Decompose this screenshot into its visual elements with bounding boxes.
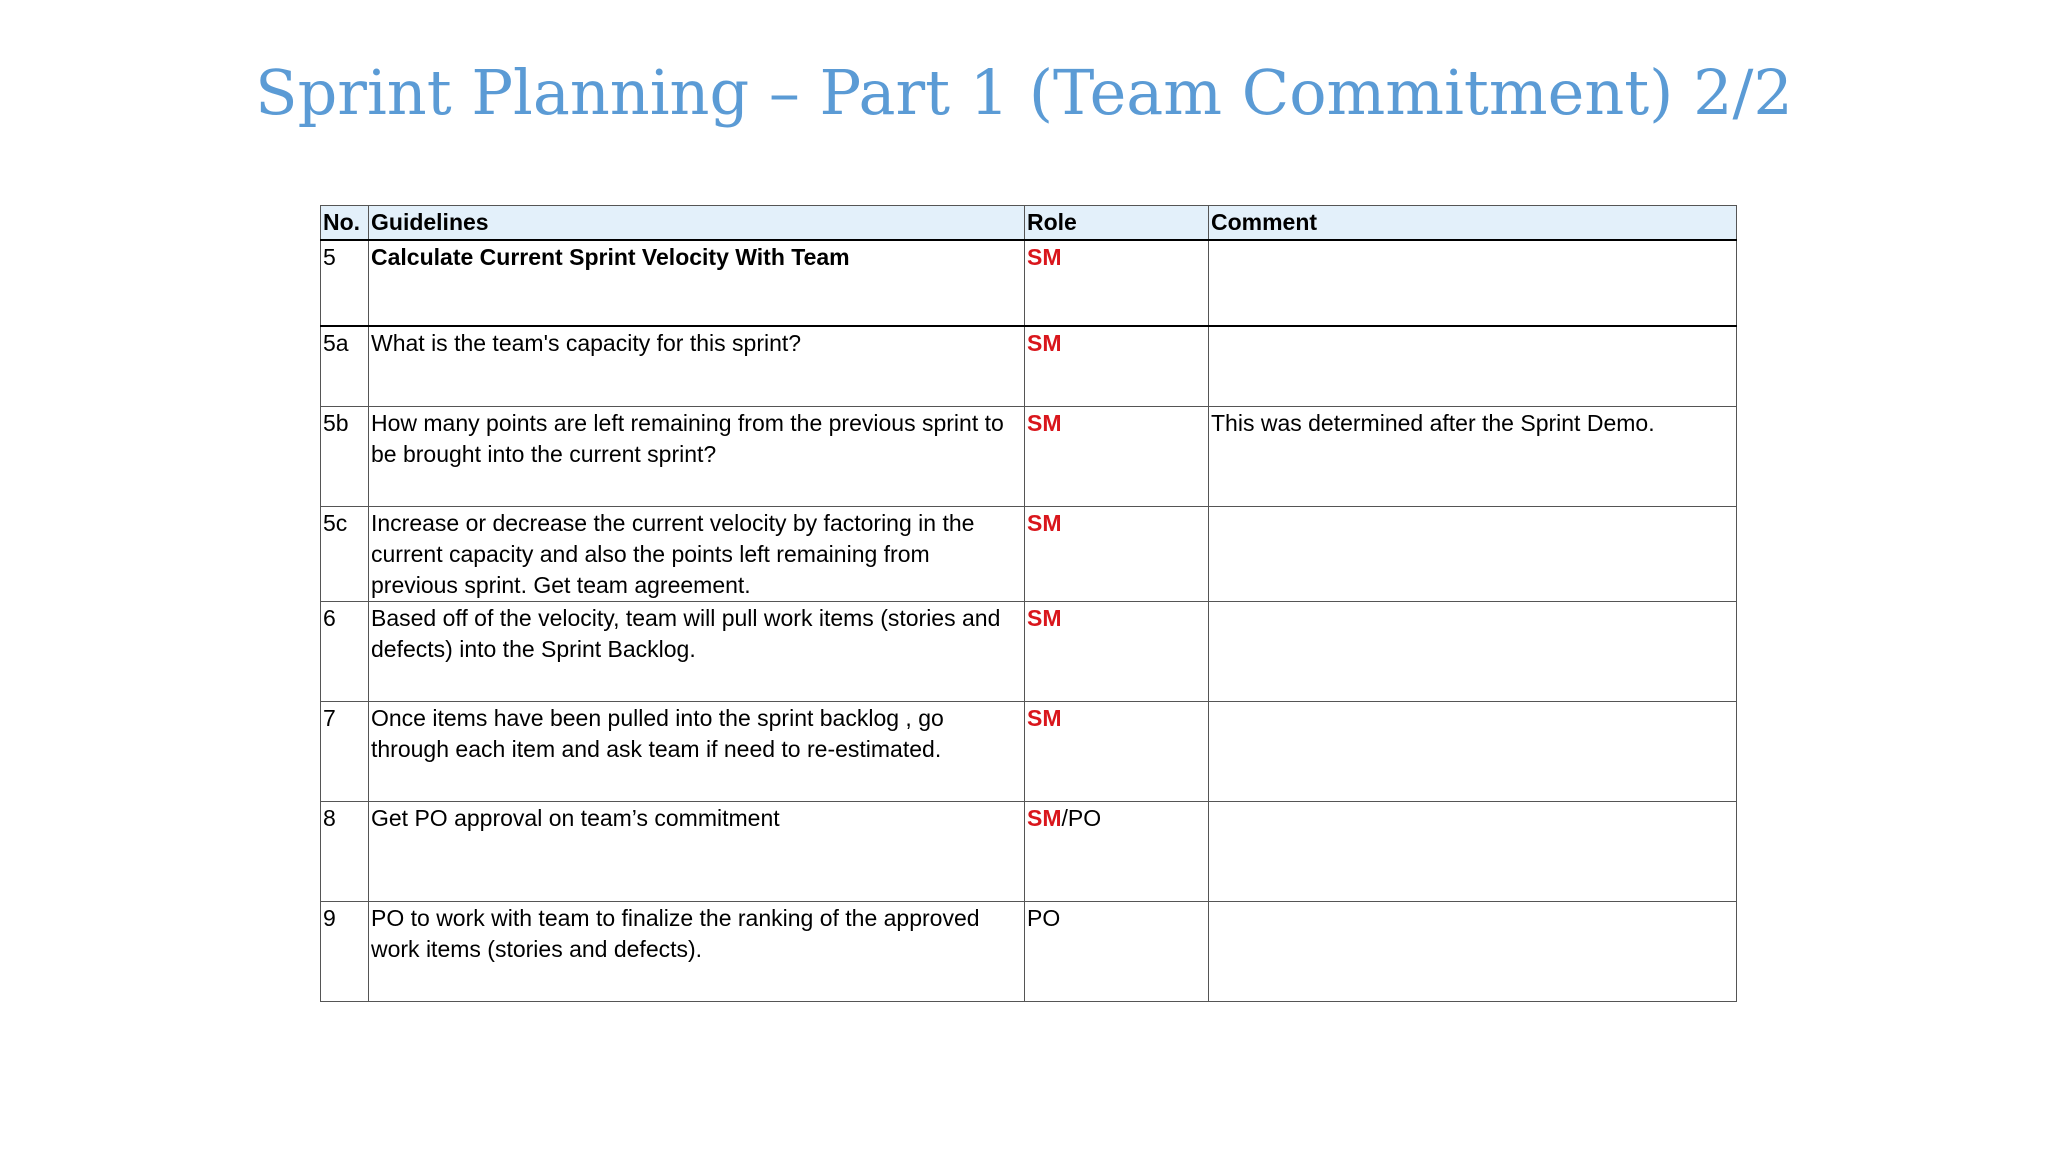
cell-guideline: Calculate Current Sprint Velocity With Team <box>369 240 1025 326</box>
cell-role <box>1025 506 1209 601</box>
role-primary: SM <box>1027 409 1062 436</box>
role-secondary: PO <box>1027 904 1061 931</box>
slide-title: Sprint Planning – Part 1 (Team Commitment) 2/2 <box>255 56 1793 129</box>
header-no: No. <box>321 206 369 241</box>
cell-guideline: Based off of the velocity, team will pull work items (stories and defects) into the Sprint Backlog. <box>369 601 1025 701</box>
cell-comment <box>1209 901 1737 1001</box>
cell-no: 6 <box>321 601 369 701</box>
cell-guideline: Get PO approval on team’s commitment <box>369 801 1025 901</box>
role-secondary: /PO <box>1061 804 1102 831</box>
cell-guideline: Increase or decrease the current velocity by factoring in the current capacity and also the points left remaining from previous sprint. Get team agreement. <box>369 506 1025 601</box>
role-primary: SM <box>1027 804 1062 831</box>
cell-comment <box>1209 506 1737 601</box>
table-row <box>321 506 1737 601</box>
cell-no: 9 <box>321 901 369 1001</box>
cell-comment <box>1209 801 1737 901</box>
table-header-row <box>321 206 1737 241</box>
header-guidelines: Guidelines <box>369 206 1025 241</box>
table-row <box>321 240 1737 326</box>
role-primary: SM <box>1027 244 1062 270</box>
table-row <box>321 406 1737 506</box>
cell-comment: This was determined after the Sprint Demo. <box>1209 406 1737 506</box>
role-primary: SM <box>1027 509 1062 536</box>
cell-no: 8 <box>321 801 369 901</box>
cell-guideline: What is the team's capacity for this sprint? <box>369 326 1025 406</box>
cell-comment <box>1209 326 1737 406</box>
cell-guideline: How many points are left remaining from the previous sprint to be brought into the current sprint? <box>369 406 1025 506</box>
role-primary: SM <box>1027 330 1062 356</box>
cell-role <box>1025 406 1209 506</box>
guidelines-table <box>320 205 1737 1002</box>
header-role: Role <box>1025 206 1209 241</box>
header-comment: Comment <box>1209 206 1737 241</box>
cell-role <box>1025 601 1209 701</box>
cell-no: 5c <box>321 506 369 601</box>
cell-role <box>1025 240 1209 326</box>
cell-no: 5a <box>321 326 369 406</box>
cell-no: 5 <box>321 240 369 326</box>
cell-role <box>1025 801 1209 901</box>
cell-no: 5b <box>321 406 369 506</box>
role-primary: SM <box>1027 704 1062 731</box>
cell-comment <box>1209 601 1737 701</box>
table-row <box>321 801 1737 901</box>
cell-role <box>1025 901 1209 1001</box>
cell-guideline: PO to work with team to finalize the ranking of the approved work items (stories and defects). <box>369 901 1025 1001</box>
table-row <box>321 901 1737 1001</box>
role-primary: SM <box>1027 604 1062 631</box>
table-row <box>321 601 1737 701</box>
table-row <box>321 326 1737 406</box>
cell-comment <box>1209 701 1737 801</box>
cell-role <box>1025 326 1209 406</box>
cell-no: 7 <box>321 701 369 801</box>
cell-role <box>1025 701 1209 801</box>
table-row <box>321 701 1737 801</box>
cell-comment <box>1209 240 1737 326</box>
cell-guideline: Once items have been pulled into the sprint backlog , go through each item and ask team if need to re-estimated. <box>369 701 1025 801</box>
